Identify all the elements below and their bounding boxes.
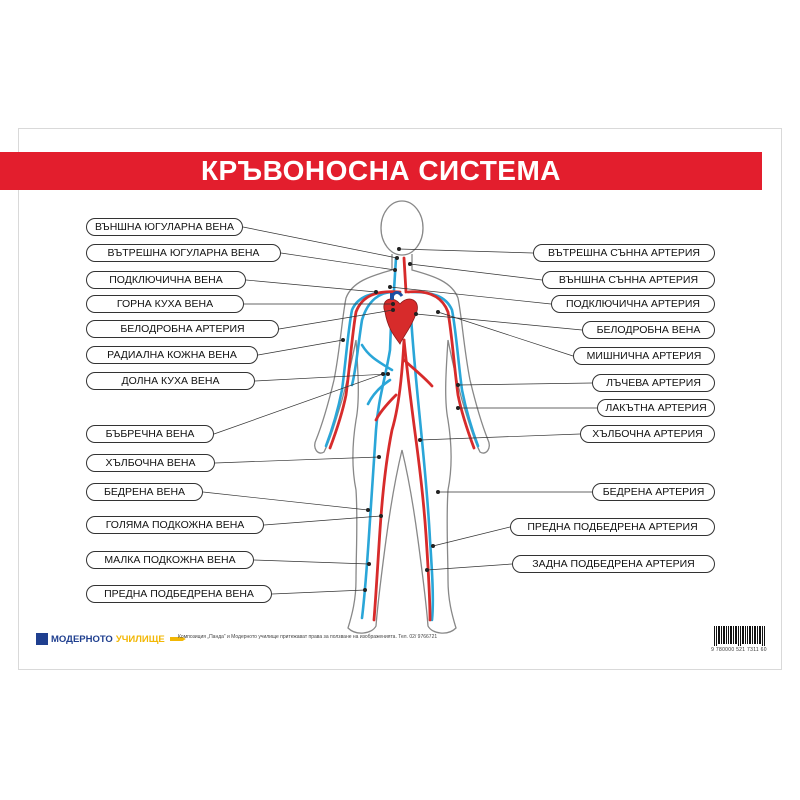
label-radial-artery: ЛЪЧЕВА АРТЕРИЯ — [592, 374, 715, 392]
label-anterior-tibial-artery: ПРЕДНА ПОДБЕДРЕНА АРТЕРИЯ — [510, 518, 715, 536]
publisher-logo — [36, 632, 186, 646]
barcode-number: 9 780000 521 7311 60 — [711, 647, 767, 653]
label-internal-carotid-artery: ВЪТРЕШНА СЪННА АРТЕРИЯ — [533, 244, 715, 262]
label-internal-jugular-vein: ВЪТРЕШНА ЮГУЛАРНА ВЕНА — [86, 244, 281, 262]
label-radial-cutaneous-vein: РАДИАЛНА КОЖНА ВЕНА — [86, 346, 258, 364]
label-pulmonary-artery: БЕЛОДРОБНА АРТЕРИЯ — [86, 320, 279, 338]
label-pulmonary-vein: БЕЛОДРОБНА ВЕНА — [582, 321, 715, 339]
label-external-jugular-vein: ВЪНШНА ЮГУЛАРНА ВЕНА — [86, 218, 243, 236]
title-banner — [0, 152, 762, 190]
label-inferior-vena-cava: ДОЛНА КУХА ВЕНА — [86, 372, 255, 390]
label-axillary-artery: МИШНИЧНА АРТЕРИЯ — [573, 347, 715, 365]
copyright-note: Композиция „Панда“ и Модерното училище притежават права за ползване на изображенията. Тел. 02/ 9766721 — [178, 634, 438, 640]
label-iliac-vein: ХЪЛБОЧНА ВЕНА — [86, 454, 215, 472]
label-femoral-vein: БЕДРЕНА ВЕНА — [86, 483, 203, 501]
logo-word-1: МОДЕРНОТО — [51, 633, 113, 645]
logo-mark-icon — [36, 633, 48, 645]
barcode-icon — [714, 626, 766, 646]
label-posterior-tibial-artery: ЗАДНА ПОДБЕДРЕНА АРТЕРИЯ — [512, 555, 715, 573]
label-small-saphenous-vein: МАЛКА ПОДКОЖНА ВЕНА — [86, 551, 254, 569]
label-superior-vena-cava: ГОРНА КУХА ВЕНА — [86, 295, 244, 313]
label-great-saphenous-vein: ГОЛЯМА ПОДКОЖНА ВЕНА — [86, 516, 264, 534]
label-ulnar-artery: ЛАКЪТНА АРТЕРИЯ — [597, 399, 715, 417]
label-femoral-artery: БЕДРЕНА АРТЕРИЯ — [592, 483, 715, 501]
page-title: КРЪВОНОСНА СИСТЕМА — [200, 155, 562, 186]
label-subclavian-vein: ПОДКЛЮЧИЧНА ВЕНА — [86, 271, 246, 289]
label-external-carotid-artery: ВЪНШНА СЪННА АРТЕРИЯ — [542, 271, 715, 289]
label-renal-vein: БЪБРЕЧНА ВЕНА — [86, 425, 214, 443]
label-subclavian-artery: ПОДКЛЮЧИЧНА АРТЕРИЯ — [551, 295, 715, 313]
logo-word-2: УЧИЛИЩЕ — [115, 633, 165, 645]
leader-lines — [203, 227, 597, 594]
label-iliac-artery: ХЪЛБОЧНА АРТЕРИЯ — [580, 425, 715, 443]
label-anterior-tibial-vein: ПРЕДНА ПОДБЕДРЕНА ВЕНА — [86, 585, 272, 603]
